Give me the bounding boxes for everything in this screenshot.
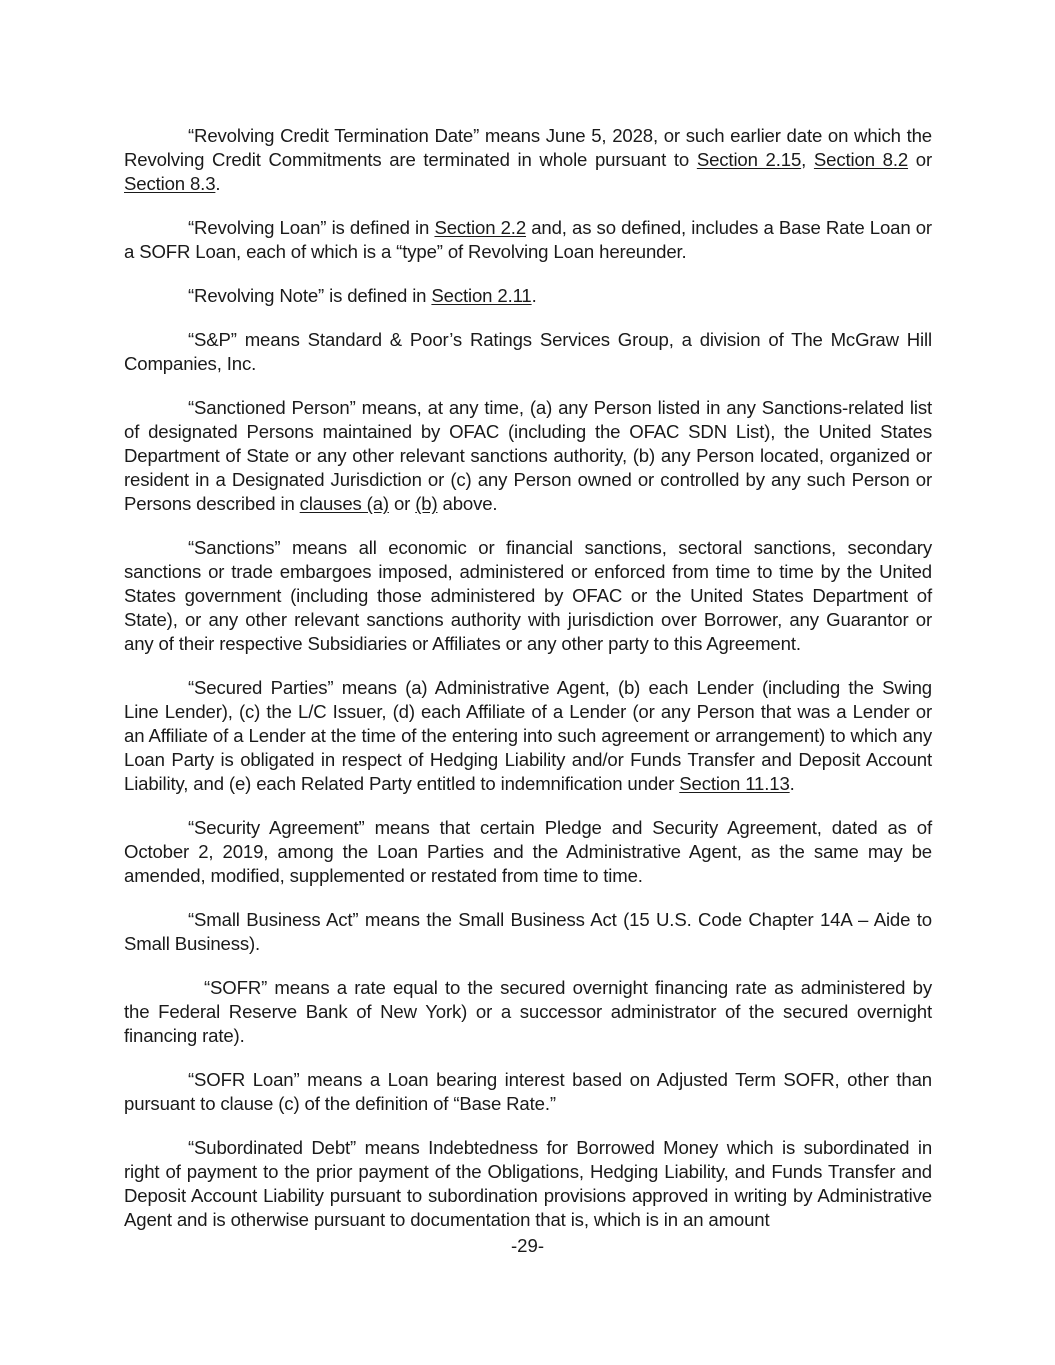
definition-small-business-act — [124, 908, 932, 956]
definition-text: is defined in — [324, 285, 432, 306]
section-reference: Section 8.3 — [124, 173, 216, 194]
defined-term: “Sanctioned Person” — [188, 397, 356, 418]
section-reference: Section 2.11 — [431, 285, 532, 306]
definition-revolving-loan — [124, 216, 932, 264]
section-reference: Section 8.2 — [813, 149, 909, 170]
defined-term: “Revolving Loan” — [188, 217, 327, 238]
defined-term: “Subordinated Debt” — [188, 1137, 357, 1158]
defined-term: “Security Agreement” — [188, 817, 365, 838]
defined-term: “Small Business Act” — [188, 909, 359, 930]
definition-text: means (a) Administrative Agent, (b) each Lender (including the Swing Line Lender), (c) the L/C Issuer, (d) each Affiliate of a Lender (or any Person that was a Lender or an Affiliate of a Lender at the time of the entering into such agreement or arrangement) to which any Loan Party is obligated in respect of Hedging Liability and/or Funds Transfer and Deposit Account Liability, and (e) each Related Party entitled to indemnification under — [124, 677, 932, 794]
definition-text: or — [908, 149, 933, 170]
definition-text: means the Small Business Act (15 U.S. Code Chapter 14A – Aide to Small Business). — [124, 909, 932, 954]
definition-text: means that certain Pledge and Security Agreement, dated as of October 2, 2019, among the Loan Parties and the Administrative Agent, as the same may be amended, modified, supplemented or restated from time to time. — [124, 817, 932, 886]
definition-secured-parties — [124, 676, 932, 796]
definition-text: and, as so defined, includes a Base Rate Loan or a SOFR Loan, each of which is a “type” of Revolving Loan hereunder. — [124, 217, 932, 262]
defined-term: “Secured Parties” — [188, 677, 334, 698]
definition-text: or — [388, 493, 416, 514]
definition-text: . — [215, 173, 221, 194]
definition-text: means June 5, 2028, or such earlier date on which the Revolving Credit Commitments are terminated in whole pursuant to — [124, 125, 932, 170]
definition-text: . — [531, 285, 537, 306]
definition-text: means, at any time, (a) any Person listed in any Sanctions-related list of designated Persons maintained by OFAC (including the OFAC SDN List), the United States Department of State or any other relevant sanctions authority, (b) any Person located, organized or resident in a Designated Jurisdiction or (c) any Person owned or controlled by any such Person or Persons described in — [124, 397, 932, 514]
definition-text: means Standard & Poor’s Ratings Services Group, a division of The McGraw Hill Companies, Inc. — [124, 329, 932, 374]
page-number: -29- — [510, 1235, 545, 1256]
definition-sofr-loan — [124, 1068, 932, 1116]
defined-term: “SOFR Loan” — [188, 1069, 300, 1090]
definition-sanctions — [124, 536, 932, 656]
section-reference: clauses (a) — [299, 493, 389, 514]
definition-s-and-p — [124, 328, 932, 376]
section-reference: Section 2.15 — [696, 149, 802, 170]
section-reference: Section 2.2 — [434, 217, 527, 238]
section-reference: Section 11.13 — [679, 773, 790, 794]
definition-revolving-note — [124, 284, 932, 308]
definition-text: is defined in — [326, 217, 435, 238]
defined-term: “S&P” — [188, 329, 237, 350]
definition-text: means a Loan bearing interest based on Adjusted Term SOFR, other than pursuant to clause (c) of the definition of “Base Rate.” — [124, 1069, 932, 1114]
definition-subordinated-debt — [124, 1136, 932, 1232]
definition-text: , — [801, 149, 814, 170]
defined-term: “Revolving Note” — [188, 285, 325, 306]
defined-term: “Sanctions” — [188, 537, 281, 558]
definition-security-agreement — [124, 816, 932, 888]
definition-text: above. — [437, 493, 498, 514]
defined-term: “SOFR” — [204, 977, 268, 998]
definition-text: means a rate equal to the secured overnight financing rate as administered by the Federal Reserve Bank of New York) or a successor administrator of the secured overnight financing rate). — [124, 977, 932, 1046]
section-reference: (b) — [415, 493, 438, 514]
definition-text: . — [789, 773, 795, 794]
definition-sanctioned-person — [124, 396, 932, 516]
definition-revolving-credit-termination-date — [124, 124, 932, 196]
definition-text: means all economic or financial sanctions, sectoral sanctions, secondary sanctions or trade embargoes imposed, administered or enforced from time to time by the United States government (including those administered by OFAC or the United States Department of State), or any other relevant sanctions authority with jurisdiction over Borrower, any Guarantor or any of their respective Subsidiaries or Affiliates or any other party to this Agreement. — [124, 537, 932, 654]
defined-term: “Revolving Credit Termination Date” — [188, 125, 480, 146]
definition-text: means Indebtedness for Borrowed Money which is subordinated in right of payment to the prior payment of the Obligations, Hedging Liability, and Funds Transfer and Deposit Account Liability pursuant to subordination provisions approved in writing by Administrative Agent and is otherwise pursuant to documentation that is, which is in an amount — [124, 1137, 933, 1230]
document-body — [124, 124, 932, 1252]
definition-sofr — [124, 976, 932, 1048]
